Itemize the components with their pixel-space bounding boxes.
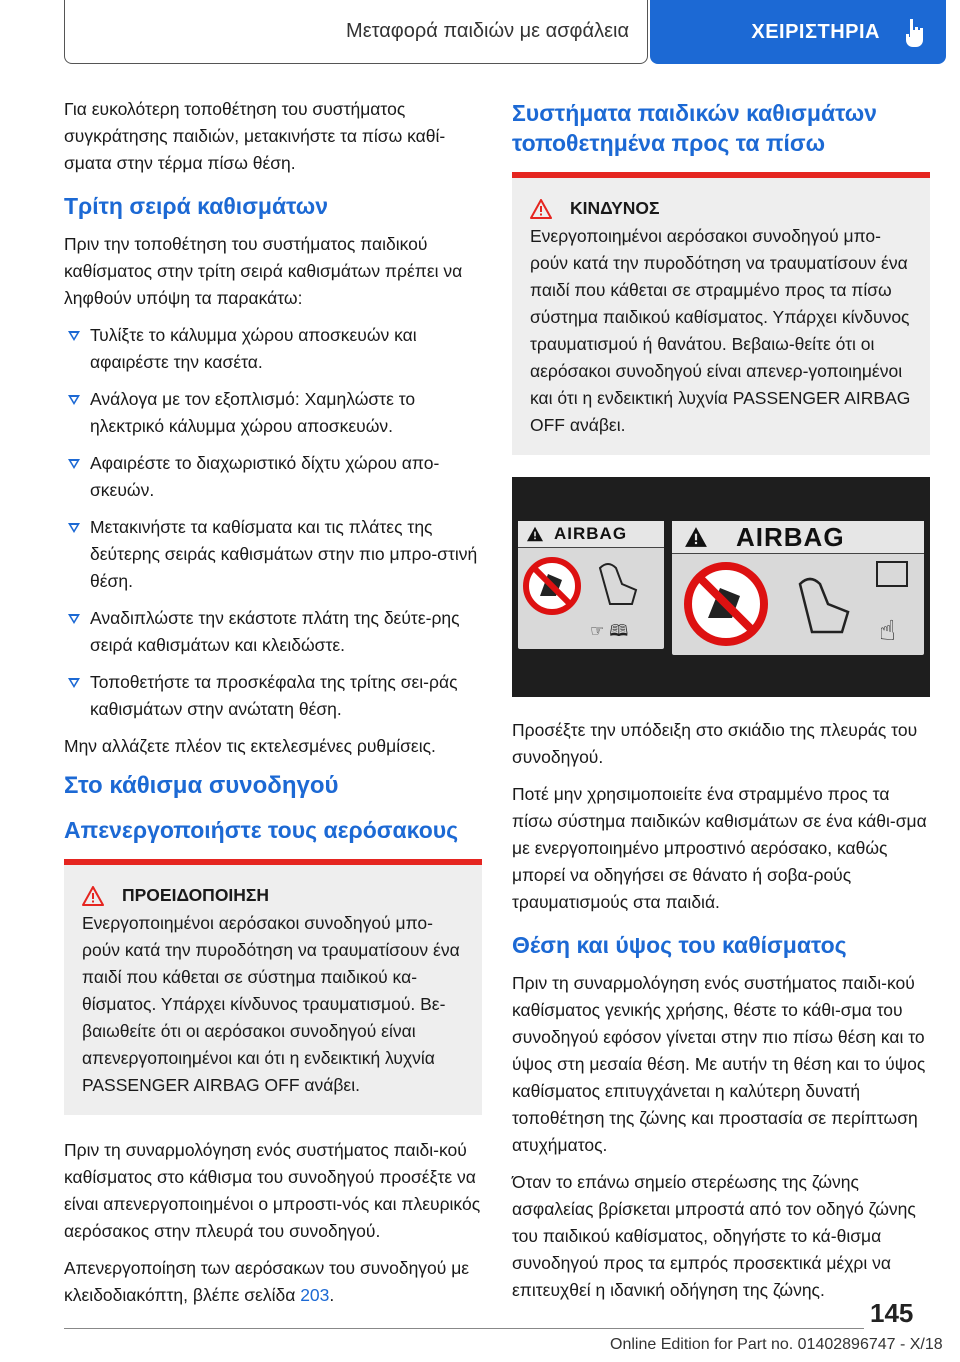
airbag-text: AIRBAG: [554, 524, 628, 543]
seat-position-paragraph: Πριν τη συναρμολόγηση ενός συστήματος παιδι-κού καθίσματος γενικής χρήσης, θέστε το κάθι-σμα του συνοδηγού εφόσον γίνεται στην πιο πίσω θέση και το ύψος στη μεσαία θέση. Με αυτήν τη θέση και το ύψος καθίσματος επιτυγχάνεται η καλύτερη δυνατή τοποθέτηση της ζώνης και προστασία σε περίπτωση ατυχήματος.: [512, 973, 926, 1155]
airbag-text: AIRBAG: [736, 521, 845, 552]
deactivation-text: Απενεργοποίηση των αερόσακων του συνοδηγού με κλειδοδιακόπτη, βλέπε σελίδα: [64, 1258, 470, 1305]
no-change-paragraph: Μην αλλάζετε πλέον τις εκτελεσμένες ρυθμίσεις.: [64, 736, 436, 756]
label-header: [518, 521, 664, 548]
airbag-warning-label-large: [672, 521, 924, 655]
list-item-text: Μετακινήστε τα καθίσματα και τις πλάτες της δεύτερης σειράς καθισμάτων στην πιο μπρο-στινή θέση.: [90, 517, 478, 591]
left-column: [64, 96, 482, 1319]
never-paragraph: Ποτέ μην χρησιμοποιείτε ένα στραμμένο προς τα πίσω σύστημα παιδικών καθισμάτων σε ένα κάθι-σμα με ενεργοποιημένο μπροστινό αερόσακο, καθώς μπορεί να οδηγήσει σε θάνατο ή σοβα-ρούς τραυματισμούς στα παιδιά.: [512, 784, 927, 912]
third-row-paragraph: Πριν την τοποθέτηση του συστήματος παιδικού καθίσματος στην τρίτη σειρά καθισμάτων πρέπει να ληφθούν υπόψη τα παρακάτω:: [64, 234, 463, 308]
list-item-text: Αφαιρέστε το διαχωριστικό δίχτυ χώρου απο-σκευών.: [90, 453, 440, 500]
third-row-heading: Τρίτη σειρά καθισμάτων: [64, 193, 328, 219]
bullet-triangle-icon: [68, 331, 80, 341]
sentence-end: .: [329, 1285, 335, 1305]
warning-title: ΠΡΟΕΙΔΟΠΟΙΗΣΗ: [122, 885, 270, 905]
list-item-text: Τυλίξτε το κάλυμμα χώρου αποσκευών και αφαιρέστε την κασέτα.: [90, 325, 417, 372]
before-mount-paragraph: Πριν τη συναρμολόγηση ενός συστήματος παιδι-κού καθίσματος στο κάθισμα του συνοδηγού προσέξτε να είναι απενεργοποιημένοι ο μπροστι-νός και πλευρικός αερόσακος στην πλευρά του συνοδηγού.: [64, 1140, 481, 1241]
steps-list: [64, 322, 482, 723]
warning-title-row: [82, 885, 464, 906]
section-title: Μεταφορά παιδιών με ασφάλεια: [346, 20, 629, 42]
label-header: [672, 521, 924, 554]
warning-box: [64, 859, 482, 1115]
list-item: [64, 514, 482, 595]
airbag-label-photo: [512, 477, 930, 697]
rear-facing-heading: Συστήματα παιδικών καθισμάτων τοποθετημένα προς τα πίσω: [512, 100, 877, 156]
danger-text: Ενεργοποιημένοι αερόσακοι συνοδηγού μπο-ρούν κατά την πυροδότηση να τραυματίσουν ένα παιδί που κάθεται σε στραμμένο προς τα πίσω σύστημα παιδικού καθίσματος. Υπάρχει κίνδυνος τραυματισμού ή θανάτου. Βεβαιω-θείτε ότι οι αερόσακοι συνοδηγού είναι απενερ-γοποιημένοι και ότι η ενδεικτική λυχνία PASSENGER AIRBAG OFF ανάβει.: [530, 226, 911, 435]
note-paragraph: Προσέξτε την υπόδειξη στο σκιάδιο της πλευράς του συνοδηγού.: [512, 720, 918, 767]
list-item-text: Τοποθετήστε τα προσκέφαλα της τρίτης σει-ράς καθισμάτων στην ανώτατη θέση.: [90, 672, 458, 719]
footer-divider: [64, 1328, 864, 1329]
danger-title: ΚΙΝΔΥΝΟΣ: [570, 198, 660, 218]
danger-box: [512, 172, 930, 455]
warning-triangle-icon: [530, 199, 552, 219]
no-child-seat-icon: [672, 554, 922, 654]
belt-paragraph: Όταν το επάνω σημείο στερέωσης της ζώνης ασφαλείας βρίσκεται μπροστά από τον οδηγό ζώνης του παιδικού καθίσματος, οδηγήστε το κά-θισμα συνοδηγού προς τα εμπρός προσεκτικά μέχρι να επιτευχθεί η ιδανική οδήγηση της ζώνης.: [512, 1172, 916, 1300]
chapter-title: ΧΕΙΡΙΣΤΗΡΙΑ: [751, 20, 880, 43]
page-number: 145: [870, 1298, 914, 1328]
right-column: [512, 96, 930, 1314]
warning-triangle-icon: [526, 526, 544, 542]
bullet-triangle-icon: [68, 614, 80, 624]
warning-text: Ενεργοποιημένοι αερόσακοι συνοδηγού μπο-ρούν κατά την πυροδότηση να τραυματίσουν ένα παιδί που κάθεται σε σύστημα παιδικού κα-θίσματος. Υπάρχει κίνδυνος τραυματισμού. Βε-βαιωθείτε ότι οι αερόσακοι συνοδηγού είναι απενεργοποιημένοι και ότι η ενδεικτική λυχνία PASSENGER AIRBAG OFF ανάβει.: [82, 913, 460, 1095]
deactivation-paragraph: [64, 1255, 482, 1309]
danger-title-row: [530, 198, 912, 219]
passenger-seat-heading: Στο κάθισμα συνοδηγού: [64, 772, 339, 799]
intro-paragraph: Για ευκολότερη τοποθέτηση του συστήματος συγκράτησης παιδιών, μετακινήστε τα πίσω καθί-σματα στην τέρμα πίσω θέση.: [64, 99, 446, 173]
list-item: [64, 322, 482, 376]
list-item: [64, 669, 482, 723]
hand-pointer-icon: [902, 17, 926, 47]
deactivate-heading: Απενεργοποιήστε τους αερόσακους: [64, 817, 459, 843]
list-item: [64, 386, 482, 440]
bullet-triangle-icon: [68, 523, 80, 533]
bullet-triangle-icon: [68, 678, 80, 688]
list-item: [64, 450, 482, 504]
svg-text:☞ 🕮: ☞ 🕮: [590, 621, 629, 640]
airbag-warning-label-small: [518, 521, 664, 649]
list-item-text: Ανάλογα με τον εξοπλισμό: Χαμηλώστε το ηλεκτρικό κάλυμμα χώρου αποσκευών.: [90, 389, 416, 436]
bullet-triangle-icon: [68, 459, 80, 469]
list-item: [64, 605, 482, 659]
list-item-text: Αναδιπλώστε την εκάστοτε πλάτη της δεύτε-ρης σειρά καθισμάτων και κλειδώστε.: [90, 608, 460, 655]
section-header: [64, 0, 648, 64]
edition-footer: Online Edition for Part no. 01402896747 - X/18: [610, 1336, 943, 1353]
no-child-seat-icon: [518, 548, 660, 648]
seat-position-heading: Θέση και ύψος του καθίσματος: [512, 932, 847, 958]
bullet-triangle-icon: [68, 395, 80, 405]
page-reference-link[interactable]: 203: [300, 1285, 330, 1305]
warning-triangle-icon: [684, 526, 708, 548]
svg-text:☝: ☝: [879, 614, 897, 647]
chapter-tab[interactable]: [650, 0, 946, 64]
warning-triangle-icon: [82, 886, 104, 906]
